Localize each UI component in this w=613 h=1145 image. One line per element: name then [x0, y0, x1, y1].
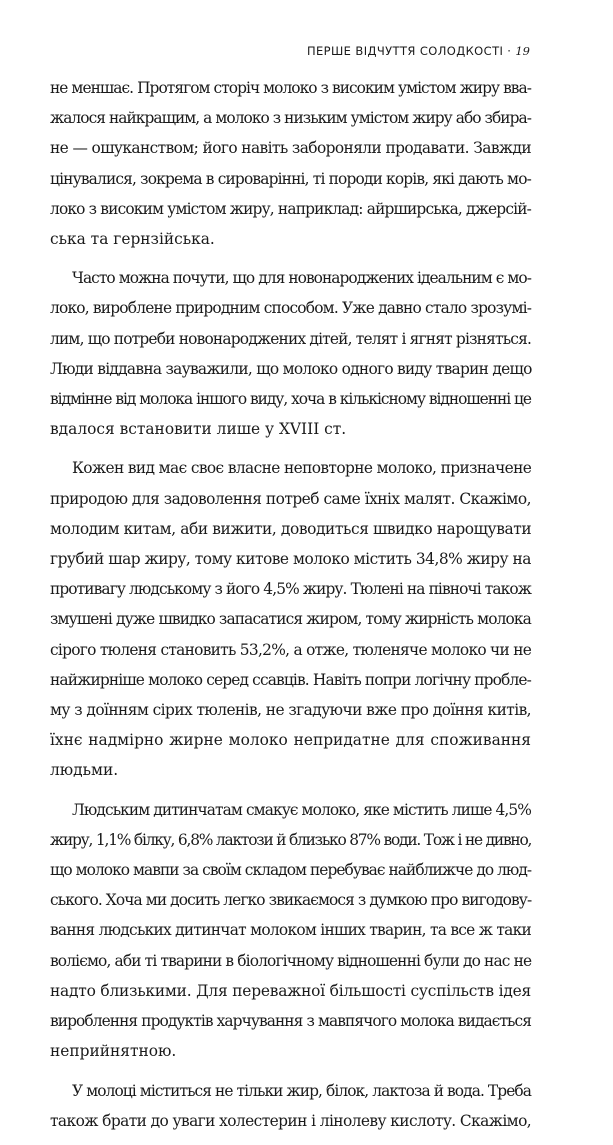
text-line: Люди віддавна зауважили, що молоко одного виду тварин дещо — [50, 359, 532, 378]
page-number: 19 — [515, 44, 530, 58]
paragraph — [50, 263, 531, 444]
body-text — [50, 73, 531, 1145]
paragraph — [50, 453, 531, 785]
text-line: цінувалися, зокрема в сироварінні, ті породи корів, які дають мо- — [50, 169, 531, 188]
text-line: У молоці міститься не тільки жир, білок, лактоза й вода. Треба — [72, 1081, 531, 1100]
text-line: жалося найкращим, а молоко з низьким умістом жиру або збира- — [50, 109, 531, 128]
text-line: Кожен вид має своє власне неповторне молоко, призначене — [72, 459, 532, 478]
text-line: неприйнятною. — [50, 1042, 177, 1061]
running-header — [307, 44, 530, 58]
header-separator: · — [507, 44, 512, 58]
text-line: змушені дуже швидко запасатися жиром, тому жирність молока — [50, 610, 531, 629]
text-line: сірого тюленя становить 53,2%, а отже, тюленяче молоко чи не — [50, 640, 532, 659]
text-line: локо з високим умістом жиру, наприклад: айрширська, джерсій- — [50, 199, 531, 218]
text-line: людьми. — [50, 761, 119, 780]
text-line: вання людських дитинчат молоком інших тварин, та все ж таки — [50, 921, 531, 940]
text-line: ська та гернзійська. — [50, 230, 215, 249]
text-line: відмінне від молока іншого виду, хоча в кількісному відношенні це — [50, 390, 531, 409]
text-line: найжирніше молоко серед ссавців. Навіть попри логічну пробле- — [50, 670, 531, 689]
text-line: грубий шар жиру, тому китове молоко містить 34,8% жиру на — [50, 550, 531, 569]
text-line: воліємо, аби ті тварини в біологічному відношенні були до нас не — [50, 951, 532, 970]
text-line: також брати до уваги холестерин і лінолеву кислоту. Скажімо, — [50, 1111, 532, 1130]
text-line: не — ошуканством; його навіть забороняли продавати. Завжди — [50, 139, 531, 158]
text-line: їхнє надмірно жирне молоко непридатне для споживання — [50, 731, 531, 750]
text-line: вироблення продуктів харчування з мавпячого молока видається — [50, 1012, 531, 1031]
text-line: молодим китам, аби вижити, доводиться швидко нарощувати — [50, 519, 532, 538]
text-line: ського. Хоча ми досить легко звикаємося з думкою про вигодову- — [50, 891, 532, 910]
paragraph — [50, 795, 531, 1067]
paragraph — [50, 73, 531, 254]
text-line: вдалося встановити лише у XVIII ст. — [50, 420, 347, 439]
text-line: противагу людському з його 4,5% жиру. Тюлені на півночі також — [50, 580, 531, 599]
text-line: надто близькими. Для переважної більшості суспільств ідея — [50, 981, 531, 1000]
text-line: Часто можна почути, що для новонароджених ідеальним є мо- — [72, 269, 531, 288]
text-line: що молоко мавпи за своїм складом перебуває найближче до люд- — [50, 861, 532, 880]
text-line: му з доїнням сірих тюленів, не згадуючи вже про доїння китів, — [50, 701, 531, 720]
text-line: Людським дитинчатам смакує молоко, яке містить лише 4,5% — [72, 800, 531, 819]
text-line: лим, що потреби новонароджених дітей, телят і ягнят різняться. — [50, 329, 532, 348]
text-line: локо, вироблене природним способом. Уже давно стало зрозумі- — [50, 299, 532, 318]
text-line: жиру, 1,1% білку, 6,8% лактози й близько 87% води. Тож і не дивно, — [50, 830, 532, 849]
text-line: природою для задоволення потреб саме їхніх малят. Скажімо, — [50, 489, 531, 508]
paragraph — [50, 1076, 531, 1136]
text-line: не меншає. Протягом сторіч молоко з високим умістом жиру вва- — [50, 79, 531, 97]
chapter-title: ПЕРШЕ ВІДЧУТТЯ СОЛОДКОСТІ — [306, 44, 504, 58]
